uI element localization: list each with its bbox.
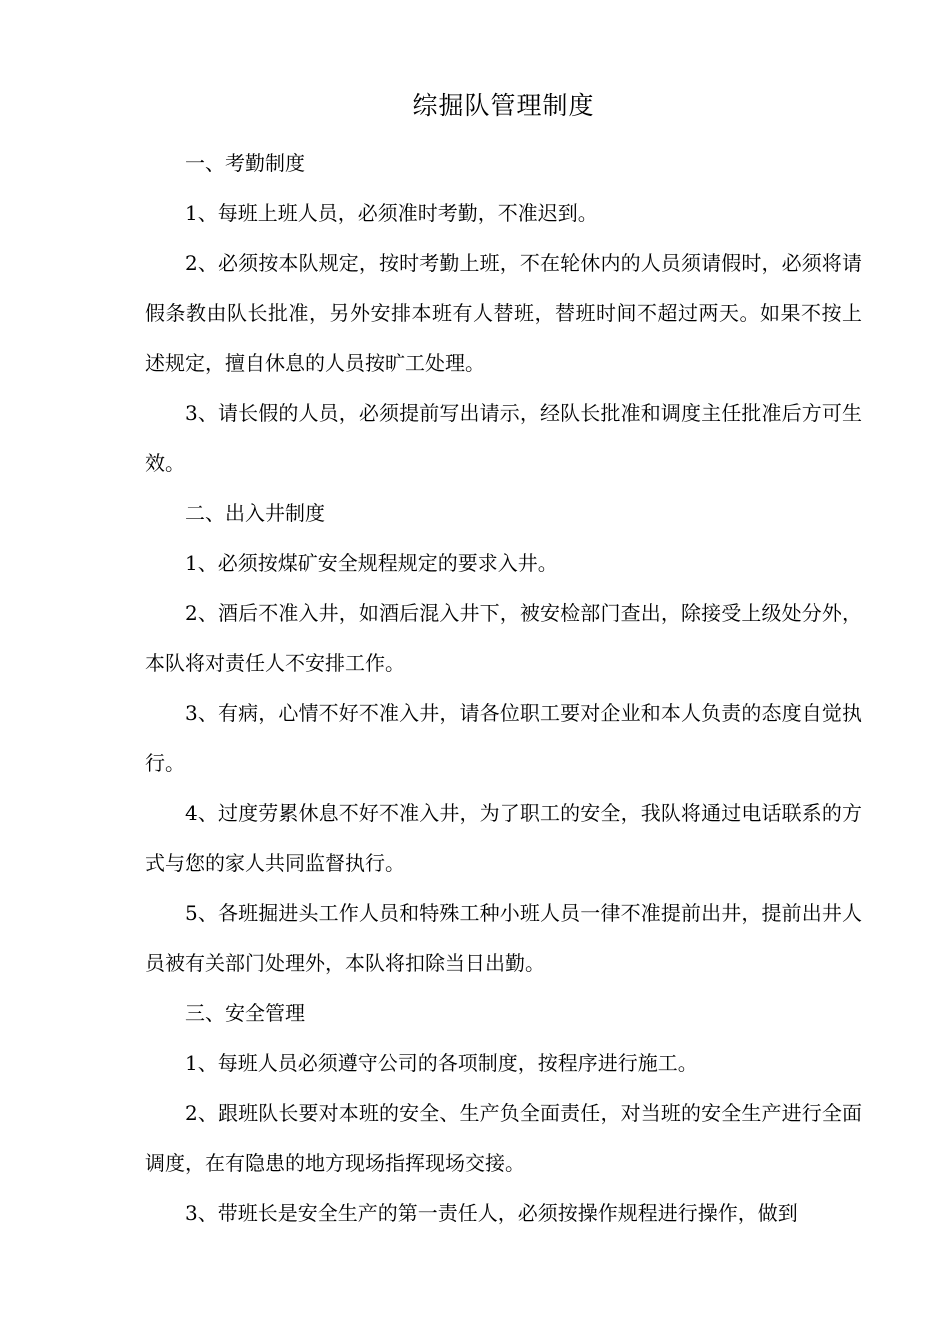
paragraph: 2、跟班队长要对本班的安全、生产负全面责任，对当班的安全生产进行全面调度，在有隐患的地方现场指挥现场交接。 <box>145 1101 862 1175</box>
section-heading-shaft-entry: 二、出入井制度 <box>185 501 325 525</box>
paragraph: 1、每班人员必须遵守公司的各项制度，按程序进行施工。 <box>185 1051 698 1075</box>
paragraph: 1、必须按煤矿安全规程规定的要求入井。 <box>185 551 558 575</box>
paragraph: 3、有病，心情不好不准入井，请各位职工要对企业和本人负责的态度自觉执行。 <box>145 701 862 775</box>
paragraph: 2、必须按本队规定，按时考勤上班，不在轮休内的人员须请假时，必须将请假条教由队长批准，另外安排本班有人替班，替班时间不超过两天。如果不按上述规定，擅自休息的人员按旷工处理。 <box>145 251 862 375</box>
section-heading-attendance: 一、考勤制度 <box>185 151 305 175</box>
paragraph: 3、请长假的人员，必须提前写出请示，经队长批准和调度主任批准后方可生效。 <box>145 401 862 475</box>
paragraph: 3、带班长是安全生产的第一责任人，必须按操作规程进行操作，做到 <box>185 1201 798 1225</box>
paragraph: 5、各班掘进头工作人员和特殊工种小班人员一律不准提前出井，提前出井人员被有关部门处理外，本队将扣除当日出勤。 <box>145 901 862 975</box>
paragraph: 4、过度劳累休息不好不准入井，为了职工的安全，我队将通过电话联系的方式与您的家人共同监督执行。 <box>145 801 862 875</box>
paragraph: 1、每班上班人员，必须准时考勤，不准迟到。 <box>185 201 598 225</box>
section-heading-safety: 三、安全管理 <box>185 1001 305 1025</box>
paragraph: 2、酒后不准入井，如酒后混入井下，被安检部门查出，除接受上级处分外，本队将对责任人不安排工作。 <box>145 601 862 675</box>
document-title: 综掘队管理制度 <box>412 91 595 120</box>
